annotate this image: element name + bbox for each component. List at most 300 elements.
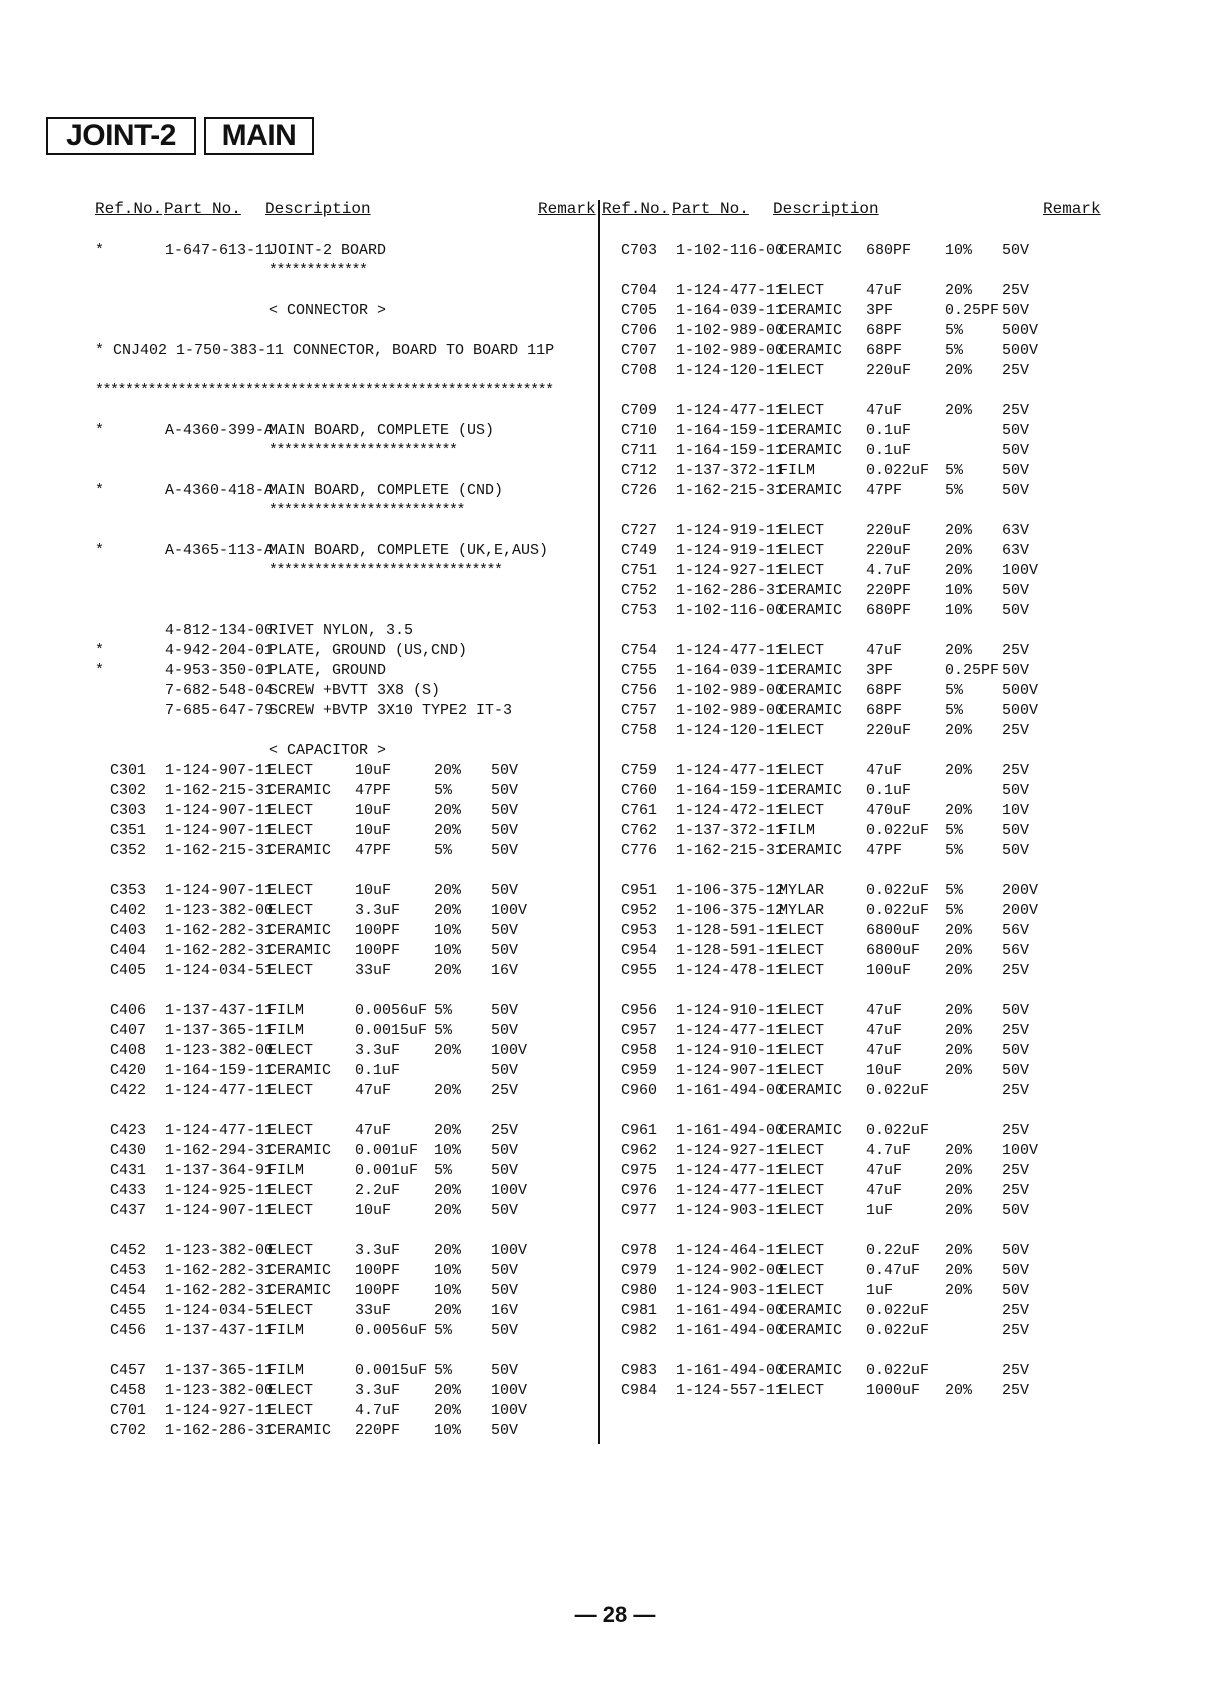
cell-part: 1-124-910-11: [676, 1042, 785, 1059]
cell-tol: 20%: [945, 1282, 973, 1299]
cell-type: CERAMIC: [779, 602, 843, 619]
cell-part: 1-124-907-11: [165, 1202, 274, 1219]
cell-part: 1-164-039-11: [676, 662, 785, 679]
cell-ref: C754: [621, 642, 658, 659]
cell-type: CERAMIC: [268, 1282, 332, 1299]
cell-tol: 10%: [945, 602, 973, 619]
cell-part: 1-162-215-31: [676, 842, 785, 859]
cell-part: 1-162-215-31: [165, 782, 274, 799]
cell-type: ELECT: [268, 902, 314, 919]
cell-ref: C726: [621, 482, 658, 499]
cell-ref: C403: [110, 922, 147, 939]
cell-volt: 500V: [1002, 702, 1039, 719]
cell-type: FILM: [268, 1362, 305, 1379]
cell-volt: 50V: [491, 942, 519, 959]
cell-part: 1-162-286-31: [676, 582, 785, 599]
cell-type: ELECT: [779, 922, 825, 939]
cell-part: 1-137-365-11: [165, 1362, 274, 1379]
cell-value: 10uF: [355, 1202, 392, 1219]
joint-board-desc: JOINT-2 BOARD: [269, 242, 387, 259]
cell-value: 1uF: [866, 1282, 894, 1299]
cell-ref: C353: [110, 882, 147, 899]
cell-part: 1-124-477-11: [676, 1162, 785, 1179]
cell-tol: 5%: [434, 782, 453, 799]
cell-tol: 20%: [945, 1242, 973, 1259]
cell-part: 1-124-464-11: [676, 1242, 785, 1259]
cell-type: ELECT: [268, 822, 314, 839]
cell-ref: C755: [621, 662, 658, 679]
cell-volt: 50V: [491, 1322, 519, 1339]
cell-value: 220uF: [866, 362, 912, 379]
cell-volt: 50V: [491, 842, 519, 859]
cell-value: 47PF: [355, 842, 392, 859]
cell-tol: 20%: [945, 1062, 973, 1079]
cell-volt: 63V: [1002, 542, 1030, 559]
cell-part: 1-124-477-11: [165, 1082, 274, 1099]
cell-tol: 5%: [945, 882, 964, 899]
cell-tol: 5%: [434, 1162, 453, 1179]
cell-tol: 5%: [945, 702, 964, 719]
board-cnd-desc: MAIN BOARD, COMPLETE (CND): [269, 482, 504, 499]
cell-volt: 50V: [1002, 1262, 1030, 1279]
cell-type: CERAMIC: [779, 422, 843, 439]
cell-ref: C954: [621, 942, 658, 959]
board-cnd-stars: **************************: [269, 502, 465, 519]
cell-ref: C431: [110, 1162, 147, 1179]
cell-tol: 5%: [945, 482, 964, 499]
cell-value: 680PF: [866, 602, 912, 619]
cell-value: 0.022uF: [866, 882, 930, 899]
misc-desc: PLATE, GROUND: [269, 662, 387, 679]
cell-part: 1-124-472-11: [676, 802, 785, 819]
cell-ref: C959: [621, 1062, 658, 1079]
cell-ref: C352: [110, 842, 147, 859]
cell-part: 1-124-903-11: [676, 1282, 785, 1299]
cell-volt: 500V: [1002, 322, 1039, 339]
misc-part: 7-685-647-79: [165, 702, 274, 719]
misc-mark: *: [95, 662, 105, 679]
cell-volt: 25V: [1002, 1362, 1030, 1379]
cell-value: 0.022uF: [866, 1322, 930, 1339]
cell-tol: 10%: [434, 1282, 462, 1299]
header-part-no-right: Part No.: [672, 200, 749, 218]
cell-part: 1-124-477-11: [676, 762, 785, 779]
header-description: Description: [265, 200, 371, 218]
cell-value: 0.1uF: [355, 1062, 401, 1079]
cell-ref: C701: [110, 1402, 147, 1419]
tab-main: MAIN: [204, 117, 314, 155]
cell-volt: 50V: [1002, 1002, 1030, 1019]
cell-type: ELECT: [268, 1402, 314, 1419]
separator-line: *************************************************************: [95, 382, 553, 399]
cell-type: FILM: [268, 1162, 305, 1179]
cell-volt: 25V: [1002, 1322, 1030, 1339]
cell-type: ELECT: [268, 962, 314, 979]
cell-type: ELECT: [779, 1022, 825, 1039]
cell-volt: 25V: [1002, 722, 1030, 739]
cell-volt: 100V: [491, 902, 528, 919]
cell-part: 1-102-989-00: [676, 682, 785, 699]
header-remark: Remark: [538, 200, 596, 218]
board-us-desc: MAIN BOARD, COMPLETE (US): [269, 422, 495, 439]
cell-type: CERAMIC: [779, 1322, 843, 1339]
cell-value: 0.022uF: [866, 1082, 930, 1099]
cell-value: 470uF: [866, 802, 912, 819]
cell-tol: 5%: [945, 822, 964, 839]
cell-type: MYLAR: [779, 882, 825, 899]
cell-tol: 20%: [945, 642, 973, 659]
mark-asterisk: *: [95, 542, 105, 559]
cell-value: 47uF: [866, 282, 903, 299]
cell-value: 0.022uF: [866, 902, 930, 919]
cell-tol: 20%: [945, 922, 973, 939]
cell-ref: C433: [110, 1182, 147, 1199]
cell-ref: C455: [110, 1302, 147, 1319]
board-us-part: A-4360-399-A: [165, 422, 274, 439]
cell-part: 1-161-494-00: [676, 1322, 785, 1339]
cell-volt: 50V: [1002, 442, 1030, 459]
cell-value: 0.1uF: [866, 782, 912, 799]
cell-part: 1-123-382-00: [165, 1382, 274, 1399]
cell-part: 1-124-477-11: [676, 642, 785, 659]
board-uk-part: A-4365-113-A: [165, 542, 274, 559]
cell-tol: 20%: [434, 902, 462, 919]
cell-tol: 5%: [434, 1362, 453, 1379]
cell-type: ELECT: [779, 542, 825, 559]
cell-volt: 50V: [491, 762, 519, 779]
cell-value: 0.47uF: [866, 1262, 921, 1279]
cell-value: 100PF: [355, 1262, 401, 1279]
cell-value: 68PF: [866, 342, 903, 359]
cell-value: 220PF: [866, 582, 912, 599]
cell-type: ELECT: [268, 802, 314, 819]
cell-part: 1-124-927-11: [676, 562, 785, 579]
cell-tol: 10%: [945, 582, 973, 599]
cell-type: FILM: [268, 1322, 305, 1339]
cell-part: 1-124-907-11: [676, 1062, 785, 1079]
cell-value: 47uF: [866, 402, 903, 419]
cell-type: CERAMIC: [779, 242, 843, 259]
cell-tol: 5%: [434, 1022, 453, 1039]
cell-ref: C351: [110, 822, 147, 839]
cell-tol: 20%: [945, 762, 973, 779]
cell-value: 1000uF: [866, 1382, 921, 1399]
cell-part: 1-124-925-11: [165, 1182, 274, 1199]
header-ref-no: Ref.No.: [95, 200, 163, 218]
cell-tol: 10%: [434, 1142, 462, 1159]
cell-value: 3PF: [866, 662, 894, 679]
cell-ref: C712: [621, 462, 658, 479]
cell-volt: 500V: [1002, 342, 1039, 359]
misc-desc: SCREW +BVTP 3X10 TYPE2 IT-3: [269, 702, 513, 719]
cell-type: ELECT: [268, 1302, 314, 1319]
misc-part: 4-942-204-01: [165, 642, 274, 659]
cell-type: ELECT: [268, 1122, 314, 1139]
cell-type: CERAMIC: [268, 782, 332, 799]
cell-ref: C980: [621, 1282, 658, 1299]
cell-volt: 50V: [491, 1142, 519, 1159]
cell-volt: 25V: [1002, 1302, 1030, 1319]
cell-volt: 25V: [1002, 1182, 1030, 1199]
cell-tol: 20%: [945, 282, 973, 299]
cell-value: 47uF: [866, 762, 903, 779]
cell-ref: C977: [621, 1202, 658, 1219]
cell-ref: C702: [110, 1422, 147, 1439]
cell-volt: 50V: [491, 782, 519, 799]
cell-value: 0.0056uF: [355, 1002, 428, 1019]
cell-ref: C408: [110, 1042, 147, 1059]
cell-tol: 10%: [434, 1262, 462, 1279]
cell-value: 0.001uF: [355, 1162, 419, 1179]
cell-ref: C454: [110, 1282, 147, 1299]
cell-part: 1-162-286-31: [165, 1422, 274, 1439]
cell-value: 68PF: [866, 702, 903, 719]
cell-part: 1-162-294-31: [165, 1142, 274, 1159]
cell-type: CERAMIC: [268, 1142, 332, 1159]
cell-type: CERAMIC: [268, 842, 332, 859]
cell-volt: 100V: [1002, 562, 1039, 579]
cell-volt: 25V: [1002, 402, 1030, 419]
cell-value: 3.3uF: [355, 902, 401, 919]
cell-type: FILM: [268, 1002, 305, 1019]
cell-tol: 5%: [945, 682, 964, 699]
cell-volt: 50V: [1002, 302, 1030, 319]
cell-type: CERAMIC: [779, 842, 843, 859]
misc-part: 4-953-350-01: [165, 662, 274, 679]
cnj402-line: * CNJ402 1-750-383-11 CONNECTOR, BOARD TO BOARD 11P: [95, 342, 555, 359]
cell-volt: 50V: [491, 1002, 519, 1019]
cell-volt: 50V: [491, 1162, 519, 1179]
cell-value: 4.7uF: [866, 562, 912, 579]
cell-type: CERAMIC: [779, 322, 843, 339]
cell-volt: 50V: [1002, 242, 1030, 259]
cell-tol: 20%: [434, 1082, 462, 1099]
cell-value: 100PF: [355, 942, 401, 959]
cell-value: 6800uF: [866, 922, 921, 939]
cell-value: 0.022uF: [866, 1122, 930, 1139]
mark-asterisk: *: [95, 482, 105, 499]
cell-part: 1-124-919-11: [676, 542, 785, 559]
cell-ref: C709: [621, 402, 658, 419]
cell-volt: 50V: [491, 882, 519, 899]
cell-type: MYLAR: [779, 902, 825, 919]
cell-volt: 50V: [491, 1022, 519, 1039]
cell-ref: C705: [621, 302, 658, 319]
cell-volt: 16V: [491, 1302, 519, 1319]
cell-part: 1-164-039-11: [676, 302, 785, 319]
cell-type: ELECT: [779, 1242, 825, 1259]
cell-part: 1-162-282-31: [165, 942, 274, 959]
header-remark-right: Remark: [1043, 200, 1101, 218]
cell-part: 1-124-907-11: [165, 762, 274, 779]
cell-ref: C301: [110, 762, 147, 779]
cell-ref: C749: [621, 542, 658, 559]
cell-part: 1-123-382-00: [165, 902, 274, 919]
cell-tol: 20%: [434, 762, 462, 779]
cell-volt: 25V: [1002, 1162, 1030, 1179]
cell-part: 1-137-365-11: [165, 1022, 274, 1039]
cell-part: 1-124-477-11: [676, 402, 785, 419]
cell-ref: C707: [621, 342, 658, 359]
cell-ref: C962: [621, 1142, 658, 1159]
cell-value: 47uF: [866, 1162, 903, 1179]
cell-part: 1-162-282-31: [165, 1262, 274, 1279]
cell-value: 33uF: [355, 1302, 392, 1319]
cell-volt: 500V: [1002, 682, 1039, 699]
cell-ref: C978: [621, 1242, 658, 1259]
cell-part: 1-161-494-00: [676, 1082, 785, 1099]
cell-part: 1-124-477-11: [676, 1022, 785, 1039]
cell-volt: 16V: [491, 962, 519, 979]
cell-part: 1-164-159-11: [676, 442, 785, 459]
cell-tol: 20%: [945, 1262, 973, 1279]
cell-value: 3.3uF: [355, 1242, 401, 1259]
cell-ref: C402: [110, 902, 147, 919]
cell-part: 1-124-477-11: [676, 282, 785, 299]
cell-volt: 25V: [1002, 1122, 1030, 1139]
cell-type: ELECT: [779, 1002, 825, 1019]
cell-value: 0.022uF: [866, 822, 930, 839]
tab-joint-2: JOINT-2: [46, 117, 196, 155]
cell-part: 1-164-159-11: [676, 422, 785, 439]
misc-desc: SCREW +BVTT 3X8 (S): [269, 682, 441, 699]
cell-value: 0.1uF: [866, 422, 912, 439]
cell-tol: 20%: [434, 1402, 462, 1419]
cell-volt: 50V: [491, 802, 519, 819]
cell-type: ELECT: [779, 282, 825, 299]
cell-value: 47uF: [355, 1082, 392, 1099]
cell-ref: C452: [110, 1242, 147, 1259]
cell-type: CERAMIC: [779, 662, 843, 679]
cell-ref: C760: [621, 782, 658, 799]
cell-volt: 50V: [1002, 842, 1030, 859]
cell-tol: 20%: [434, 962, 462, 979]
cell-tol: 20%: [434, 822, 462, 839]
cell-value: 10uF: [355, 822, 392, 839]
cell-type: FILM: [779, 822, 816, 839]
cell-type: ELECT: [779, 1262, 825, 1279]
cell-volt: 25V: [1002, 1022, 1030, 1039]
cell-part: 1-124-120-11: [676, 362, 785, 379]
cell-value: 0.022uF: [866, 1362, 930, 1379]
cell-type: ELECT: [779, 402, 825, 419]
cell-value: 3PF: [866, 302, 894, 319]
cell-value: 68PF: [866, 322, 903, 339]
cell-part: 1-137-372-11: [676, 462, 785, 479]
mark-asterisk: *: [95, 242, 105, 259]
cell-type: ELECT: [268, 1242, 314, 1259]
cell-type: ELECT: [268, 762, 314, 779]
cell-type: CERAMIC: [268, 922, 332, 939]
cell-value: 3.3uF: [355, 1042, 401, 1059]
cell-ref: C437: [110, 1202, 147, 1219]
cell-value: 47uF: [866, 642, 903, 659]
cell-value: 0.001uF: [355, 1142, 419, 1159]
misc-part: 7-682-548-04: [165, 682, 274, 699]
cell-ref: C423: [110, 1122, 147, 1139]
cell-tol: 20%: [945, 1042, 973, 1059]
connector-heading: < CONNECTOR >: [269, 302, 387, 319]
cell-type: ELECT: [779, 522, 825, 539]
cell-type: ELECT: [779, 722, 825, 739]
cell-ref: C753: [621, 602, 658, 619]
column-divider: [598, 200, 600, 1444]
cell-ref: C457: [110, 1362, 147, 1379]
cell-value: 47uF: [866, 1042, 903, 1059]
cell-tol: 20%: [434, 1302, 462, 1319]
misc-desc: PLATE, GROUND (US,CND): [269, 642, 468, 659]
cell-ref: C953: [621, 922, 658, 939]
cell-tol: 20%: [945, 362, 973, 379]
cell-type: CERAMIC: [779, 782, 843, 799]
cell-type: ELECT: [779, 1182, 825, 1199]
cell-volt: 50V: [1002, 422, 1030, 439]
cell-volt: 25V: [1002, 1382, 1030, 1399]
cell-part: 1-164-159-11: [676, 782, 785, 799]
cell-ref: C456: [110, 1322, 147, 1339]
cell-tol: 5%: [434, 1002, 453, 1019]
cell-part: 1-124-477-11: [676, 1182, 785, 1199]
cell-part: 1-123-382-00: [165, 1042, 274, 1059]
cell-volt: 200V: [1002, 882, 1039, 899]
cell-volt: 50V: [1002, 1062, 1030, 1079]
cell-type: ELECT: [268, 1202, 314, 1219]
cell-part: 1-128-591-11: [676, 922, 785, 939]
joint-board-stars: *************: [269, 262, 367, 279]
cell-volt: 25V: [1002, 762, 1030, 779]
cell-part: 1-124-907-11: [165, 882, 274, 899]
cell-value: 10uF: [866, 1062, 903, 1079]
cell-type: ELECT: [268, 1182, 314, 1199]
cell-type: ELECT: [779, 1282, 825, 1299]
cell-ref: C706: [621, 322, 658, 339]
cell-volt: 200V: [1002, 902, 1039, 919]
cell-value: 0.022uF: [866, 1302, 930, 1319]
cell-ref: C758: [621, 722, 658, 739]
cell-volt: 63V: [1002, 522, 1030, 539]
cell-tol: 20%: [945, 1202, 973, 1219]
cell-type: CERAMIC: [268, 1062, 332, 1079]
cell-part: 1-162-215-31: [165, 842, 274, 859]
cell-value: 0.22uF: [866, 1242, 921, 1259]
cell-volt: 50V: [1002, 462, 1030, 479]
cell-volt: 50V: [491, 1262, 519, 1279]
cell-type: ELECT: [779, 1162, 825, 1179]
cell-type: ELECT: [779, 562, 825, 579]
cell-part: 1-137-372-11: [676, 822, 785, 839]
cell-tol: 20%: [945, 1022, 973, 1039]
cell-tol: 20%: [945, 1182, 973, 1199]
cell-part: 1-162-282-31: [165, 1282, 274, 1299]
cell-tol: 0.25PF: [945, 302, 1000, 319]
cell-tol: 10%: [434, 1422, 462, 1439]
cell-tol: 20%: [945, 1002, 973, 1019]
cell-ref: C756: [621, 682, 658, 699]
cell-volt: 50V: [1002, 482, 1030, 499]
cell-volt: 50V: [491, 1202, 519, 1219]
cell-type: CERAMIC: [779, 1362, 843, 1379]
cell-volt: 25V: [491, 1122, 519, 1139]
cell-volt: 100V: [491, 1042, 528, 1059]
cell-type: FILM: [779, 462, 816, 479]
cell-ref: C984: [621, 1382, 658, 1399]
cell-ref: C406: [110, 1002, 147, 1019]
cell-type: ELECT: [779, 1382, 825, 1399]
cell-value: 47uF: [355, 1122, 392, 1139]
cell-value: 0.022uF: [866, 462, 930, 479]
cell-part: 1-124-478-11: [676, 962, 785, 979]
cell-volt: 25V: [491, 1082, 519, 1099]
